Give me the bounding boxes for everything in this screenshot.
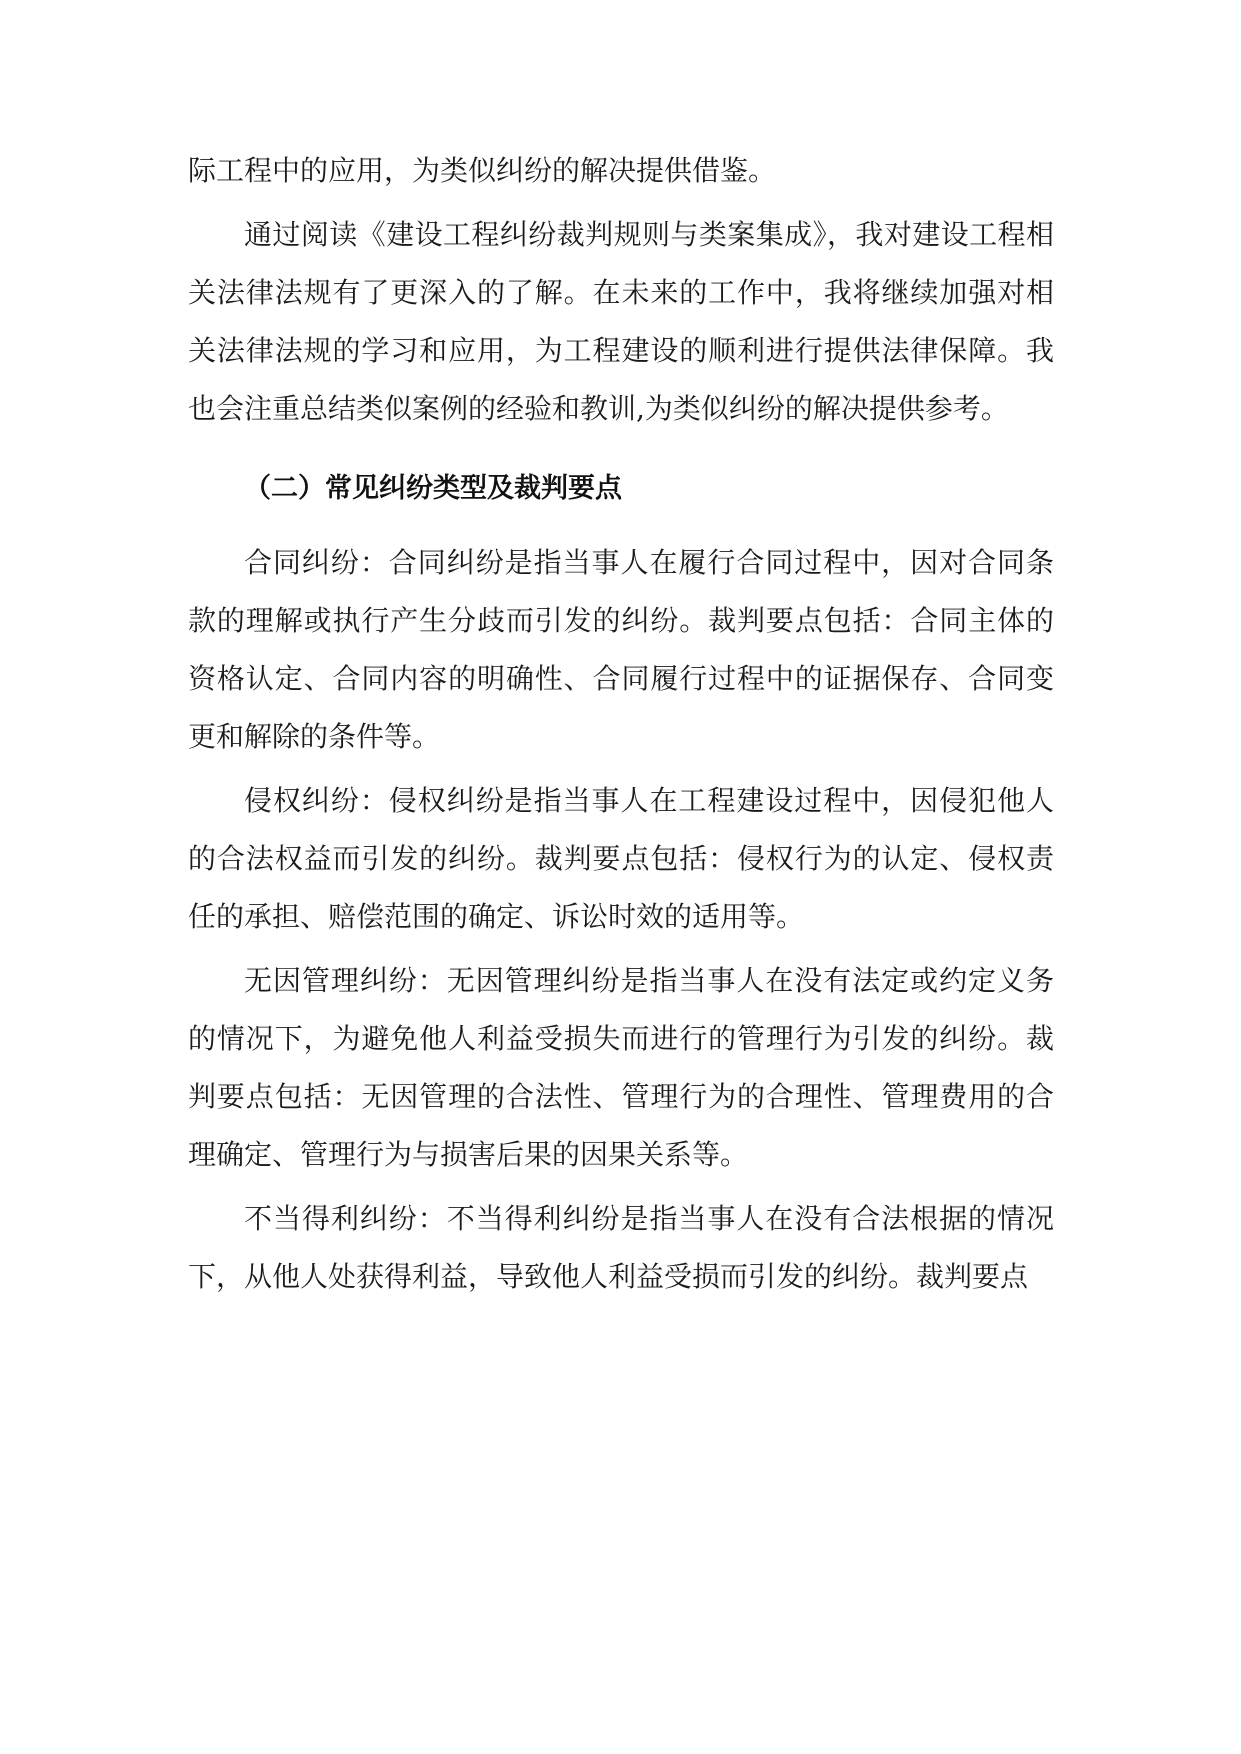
paragraph-continuation: 际工程中的应用，为类似纠纷的解决提供借鉴。 (188, 154, 777, 187)
paragraph-negotiorum-gestio-dispute: 无因管理纠纷：无因管理纠纷是指当事人在没有法定或约定义务的情况下，为避免他人利益受损失而进行的管理行为引发的纠纷。裁判要点包括：无因管理的合法性、管理行为的合理性、管理费用的合理确定、管理行为与损害后果的因果关系等。 (188, 964, 1054, 1171)
paragraph-tort-dispute: 侵权纠纷：侵权纠纷是指当事人在工程建设过程中，因侵犯他人的合法权益而引发的纠纷。裁判要点包括：侵权行为的认定、侵权责任的承担、赔偿范围的确定、诉讼时效的适用等。 (188, 784, 1054, 933)
section-heading: （二）常见纠纷类型及裁判要点 (244, 473, 622, 504)
paragraph-conclusion: 通过阅读《建设工程纠纷裁判规则与类案集成》，我对建设工程相关法律法规有了更深入的了解。在未来的工作中，我将继续加强对相关法律法规的学习和应用，为工程建设的顺利进行提供法律保障。我也会注重总结类似案例的经验和教训,为类似纠纷的解决提供参考。 (188, 218, 1054, 425)
paragraph-contract-dispute: 合同纠纷：合同纠纷是指当事人在履行合同过程中，因对合同条款的理解或执行产生分歧而引发的纠纷。裁判要点包括：合同主体的资格认定、合同内容的明确性、合同履行过程中的证据保存、合同变更和解除的条件等。 (188, 546, 1054, 753)
document-body (188, 142, 1054, 1306)
paragraph-unjust-enrichment-dispute: 不当得利纠纷：不当得利纠纷是指当事人在没有合法根据的情况下，从他人处获得利益，导致他人利益受损而引发的纠纷。裁判要点 (188, 1202, 1054, 1293)
